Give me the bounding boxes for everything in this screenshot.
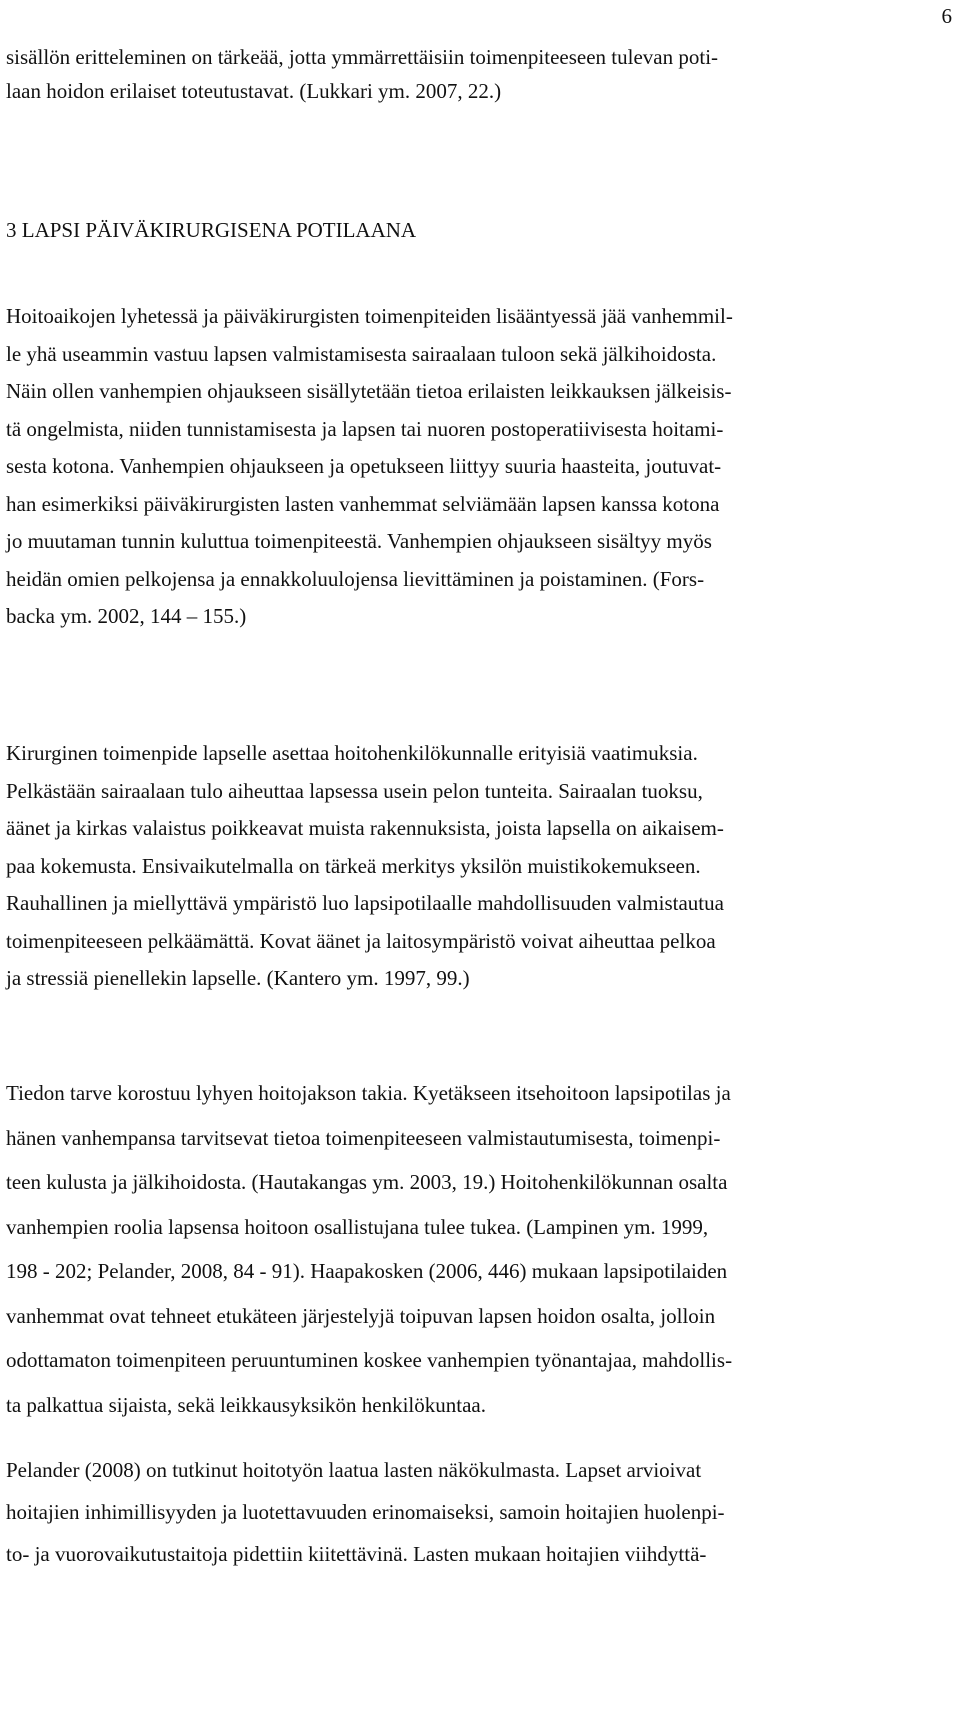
text-line: sesta kotona. Vanhempien ohjaukseen ja opetukseen liittyy suuria haasteita, joutuvat- [6,454,722,478]
text-line: han esimerkiksi päiväkirurgisten lasten vanhemmat selviämään lapsen kanssa kotona [6,491,720,516]
text-line: hoitajien inhimillisyyden ja luotettavuuden erinomaiseksi, samoin hoitajien huolenpi- [6,1500,725,1524]
paragraph [6,1449,876,1575]
text-line: Pelkästään sairaalaan tulo aiheuttaa lapsessa usein pelon tunteita. Sairaalan tuoksu, [6,778,703,803]
text-line: 198 - 202; Pelander, 2008, 84 - 91). Haapakosken (2006, 446) mukaan lapsipotilaiden [6,1259,728,1283]
paragraph [6,735,876,998]
text-line: teen kulusta ja jälkihoidosta. (Hautakangas ym. 2003, 19.) Hoitohenkilökunnan osalta [6,1170,728,1194]
text-line: odottamaton toimenpiteen peruuntuminen koskee vanhempien työnantajaa, mahdollis- [6,1348,733,1372]
text-line: backa ym. 2002, 144 – 155.) [6,604,247,628]
text-line: Näin ollen vanhempien ohjaukseen sisällytetään tietoa erilaisten leikkauksen jälkeisis- [6,379,732,403]
text-line: tä ongelmista, niiden tunnistamisesta ja lapsen tai nuoren postoperatiivisesta hoitami- [6,416,724,441]
text-line: äänet ja kirkas valaistus poikkeavat muista rakennuksista, joista lapsella on aikaisem- [6,816,724,840]
text-line: toimenpiteeseen pelkäämättä. Kovat äänet ja laitosympäristö voivat aiheuttaa pelkoa [6,928,716,953]
text-line: le yhä useammin vastuu lapsen valmistamisesta sairaalaan tuloon sekä jälkihoidosta. [6,341,717,366]
text-line: hänen vanhempansa tarvitsevat tietoa toimenpiteeseen valmistautumisesta, toimenpi- [6,1125,721,1150]
text-line: ta palkattua sijaista, sekä leikkausyksikön henkilökuntaa. [6,1392,486,1417]
text-line: ja stressiä pienellekin lapselle. (Kantero ym. 1997, 99.) [6,966,470,990]
text-line: Pelander (2008) on tutkinut hoitotyön laatua lasten näkökulmasta. Lapset arvioivat [6,1458,702,1482]
section-heading: 3 LAPSI PÄIVÄKIRURGISENA POTILAANA [6,218,417,242]
text-line: sisällön eritteleminen on tärkeää, jotta ymmärrettäisiin toimenpiteeseen tulevan poti- [6,45,719,69]
text-line: Kirurginen toimenpide lapselle asettaa hoitohenkilökunnalle erityisiä vaatimuksia. [6,741,698,765]
text-line: to- ja vuorovaikutustaitoja pidettiin kiitettävinä. Lasten mukaan hoitajien viihdyttä- [6,1542,707,1566]
paragraph [6,1071,876,1427]
text-line: laan hoidon erilaiset toteutustavat. (Lukkari ym. 2007, 22.) [6,79,502,103]
text-line: Hoitoaikojen lyhetessä ja päiväkirurgisten toimenpiteiden lisääntyessä jää vanhemmil- [6,304,733,328]
paragraph [6,298,876,636]
page-number: 6 [941,4,952,28]
text-line: heidän omien pelkojensa ja ennakkoluulojensa lievittäminen ja poistaminen. (Fors- [6,566,705,591]
text-line: Rauhallinen ja miellyttävä ympäristö luo lapsipotilaalle mahdollisuuden valmistautua [6,891,724,915]
text-line: vanhemmat ovat tehneet etukäteen järjestelyjä toipuvan lapsen hoidon osalta, jolloin [6,1303,716,1328]
text-line: jo muutaman tunnin kuluttua toimenpiteestä. Vanhempien ohjaukseen sisältyy myös [6,529,712,553]
text-line: paa kokemusta. Ensivaikutelmalla on tärkeä merkitys yksilön muistikokemukseen. [6,853,701,878]
text-line: vanhempien roolia lapsensa hoitoon osallistujana tulee tukea. (Lampinen ym. 1999, [6,1214,709,1239]
text-line: Tiedon tarve korostuu lyhyen hoitojakson takia. Kyetäkseen itsehoitoon lapsipotilas ja [6,1081,731,1105]
intro-paragraph [6,40,876,108]
